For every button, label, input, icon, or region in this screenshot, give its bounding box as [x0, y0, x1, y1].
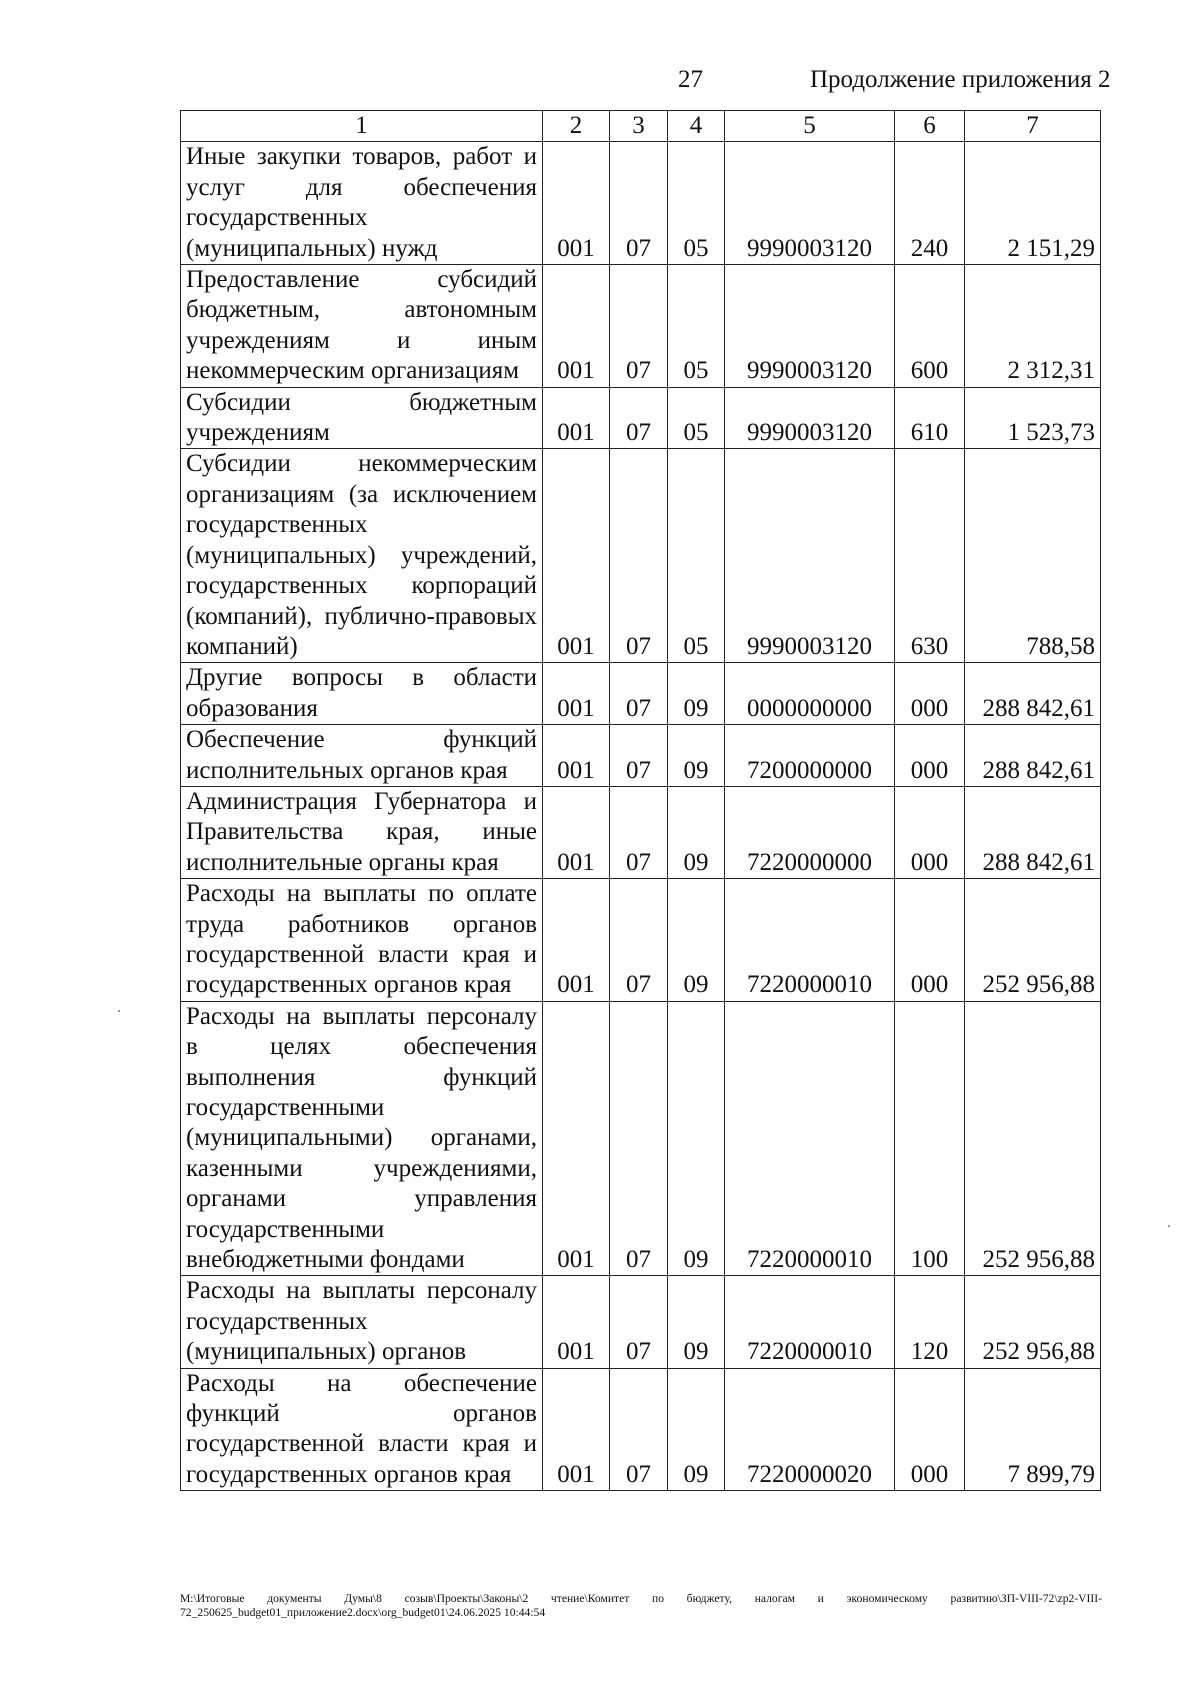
table-row: [181, 265, 1101, 388]
expense-type-code: 000: [895, 663, 965, 725]
expense-name: Администрация Губернатора и Правительства края, иные исполнительные органы края: [181, 786, 543, 878]
section-code: 07: [610, 1276, 668, 1368]
target-article-code: 7220000020: [725, 1368, 895, 1491]
column-header: 7: [965, 111, 1101, 142]
expense-name: Предоставление субсидий бюджетным, автономным учреждениям и иным некоммерческим организациям: [181, 265, 543, 388]
ministry-code: 001: [543, 449, 610, 663]
section-code: 07: [610, 786, 668, 878]
target-article-code: 7220000010: [725, 1276, 895, 1368]
target-article-code: 7220000000: [725, 786, 895, 878]
amount: 788,58: [965, 449, 1101, 663]
subsection-code: 09: [668, 663, 725, 725]
expense-name: Расходы на обеспечение функций органов государственной власти края и государственных органов края: [181, 1368, 543, 1491]
subsection-code: 05: [668, 265, 725, 388]
table-row: [181, 663, 1101, 725]
subsection-code: 09: [668, 786, 725, 878]
column-header: 6: [895, 111, 965, 142]
expense-type-code: 240: [895, 142, 965, 265]
budget-table: [180, 110, 1101, 1491]
expense-type-code: 000: [895, 786, 965, 878]
amount: 2 312,31: [965, 265, 1101, 388]
amount: 288 842,61: [965, 725, 1101, 787]
ministry-code: 001: [543, 265, 610, 388]
ministry-code: 001: [543, 1001, 610, 1276]
scan-speck: [1168, 1225, 1170, 1227]
target-article-code: 9990003120: [725, 265, 895, 388]
expense-name: Субсидии некоммерческим организациям (за исключением государственных (муниципальных) учреждений, государственных корпораций (компаний), публично-правовых компаний): [181, 449, 543, 663]
expense-type-code: 120: [895, 1276, 965, 1368]
column-header: 3: [610, 111, 668, 142]
expense-name: Расходы на выплаты персоналу государственных (муниципальных) органов: [181, 1276, 543, 1368]
amount: 2 151,29: [965, 142, 1101, 265]
subsection-code: 09: [668, 1001, 725, 1276]
target-article-code: 0000000000: [725, 663, 895, 725]
section-code: 07: [610, 663, 668, 725]
section-code: 07: [610, 1368, 668, 1491]
table-row: [181, 142, 1101, 265]
document-path-footer: M:\Итоговые документы Думы\8 созыв\Проекты\Законы\2 чтение\Комитет по бюджету, налогам и экономическому развитию\ЗП-VIII-72\zp2-VIII-72_250625_budget01_приложение2.docx\org_budget01\24.06.2025 10:44:54: [180, 1592, 1102, 1619]
table-row: [181, 725, 1101, 787]
expense-name: Другие вопросы в области образования: [181, 663, 543, 725]
subsection-code: 05: [668, 449, 725, 663]
table-row: [181, 387, 1101, 449]
column-header: 1: [181, 111, 543, 142]
subsection-code: 05: [668, 142, 725, 265]
table-row: [181, 1368, 1101, 1491]
amount: 252 956,88: [965, 1276, 1101, 1368]
expense-type-code: 100: [895, 1001, 965, 1276]
section-code: 07: [610, 1001, 668, 1276]
amount: 288 842,61: [965, 786, 1101, 878]
expense-type-code: 000: [895, 1368, 965, 1491]
table-header-row: [181, 111, 1101, 142]
target-article-code: 9990003120: [725, 449, 895, 663]
subsection-code: 09: [668, 1368, 725, 1491]
column-header: 4: [668, 111, 725, 142]
expense-name: Расходы на выплаты по оплате труда работников органов государственной власти края и государственных органов края: [181, 879, 543, 1002]
table-row: [181, 879, 1101, 1002]
subsection-code: 09: [668, 725, 725, 787]
amount: 252 956,88: [965, 879, 1101, 1002]
section-code: 07: [610, 387, 668, 449]
ministry-code: 001: [543, 879, 610, 1002]
continuation-title: Продолжение приложения 2: [810, 66, 1111, 93]
section-code: 07: [610, 879, 668, 1002]
ministry-code: 001: [543, 725, 610, 787]
target-article-code: 7200000000: [725, 725, 895, 787]
expense-type-code: 630: [895, 449, 965, 663]
target-article-code: 9990003120: [725, 387, 895, 449]
table-row: [181, 786, 1101, 878]
amount: 7 899,79: [965, 1368, 1101, 1491]
ministry-code: 001: [543, 663, 610, 725]
table-row: [181, 449, 1101, 663]
amount: 252 956,88: [965, 1001, 1101, 1276]
target-article-code: 7220000010: [725, 879, 895, 1002]
ministry-code: 001: [543, 142, 610, 265]
table-row: [181, 1276, 1101, 1368]
target-article-code: 9990003120: [725, 142, 895, 265]
target-article-code: 7220000010: [725, 1001, 895, 1276]
section-code: 07: [610, 142, 668, 265]
expense-name: Иные закупки товаров, работ и услуг для обеспечения государственных (муниципальных) нужд: [181, 142, 543, 265]
expense-type-code: 600: [895, 265, 965, 388]
ministry-code: 001: [543, 1276, 610, 1368]
subsection-code: 09: [668, 1276, 725, 1368]
column-header: 5: [725, 111, 895, 142]
expense-name: Субсидии бюджетным учреждениям: [181, 387, 543, 449]
section-code: 07: [610, 449, 668, 663]
amount: 288 842,61: [965, 663, 1101, 725]
ministry-code: 001: [543, 1368, 610, 1491]
ministry-code: 001: [543, 786, 610, 878]
expense-name: Обеспечение функций исполнительных органов края: [181, 725, 543, 787]
subsection-code: 09: [668, 879, 725, 1002]
section-code: 07: [610, 725, 668, 787]
amount: 1 523,73: [965, 387, 1101, 449]
subsection-code: 05: [668, 387, 725, 449]
ministry-code: 001: [543, 387, 610, 449]
expense-type-code: 000: [895, 879, 965, 1002]
expense-type-code: 000: [895, 725, 965, 787]
expense-type-code: 610: [895, 387, 965, 449]
scan-speck: [118, 1010, 120, 1012]
expense-name: Расходы на выплаты персоналу в целях обеспечения выполнения функций государственными (муниципальными) органами, казенными учреждениями, органами управления государственными внебюджетными фондами: [181, 1001, 543, 1276]
section-code: 07: [610, 265, 668, 388]
table-row: [181, 1001, 1101, 1276]
column-header: 2: [543, 111, 610, 142]
page-number: 27: [678, 66, 703, 93]
